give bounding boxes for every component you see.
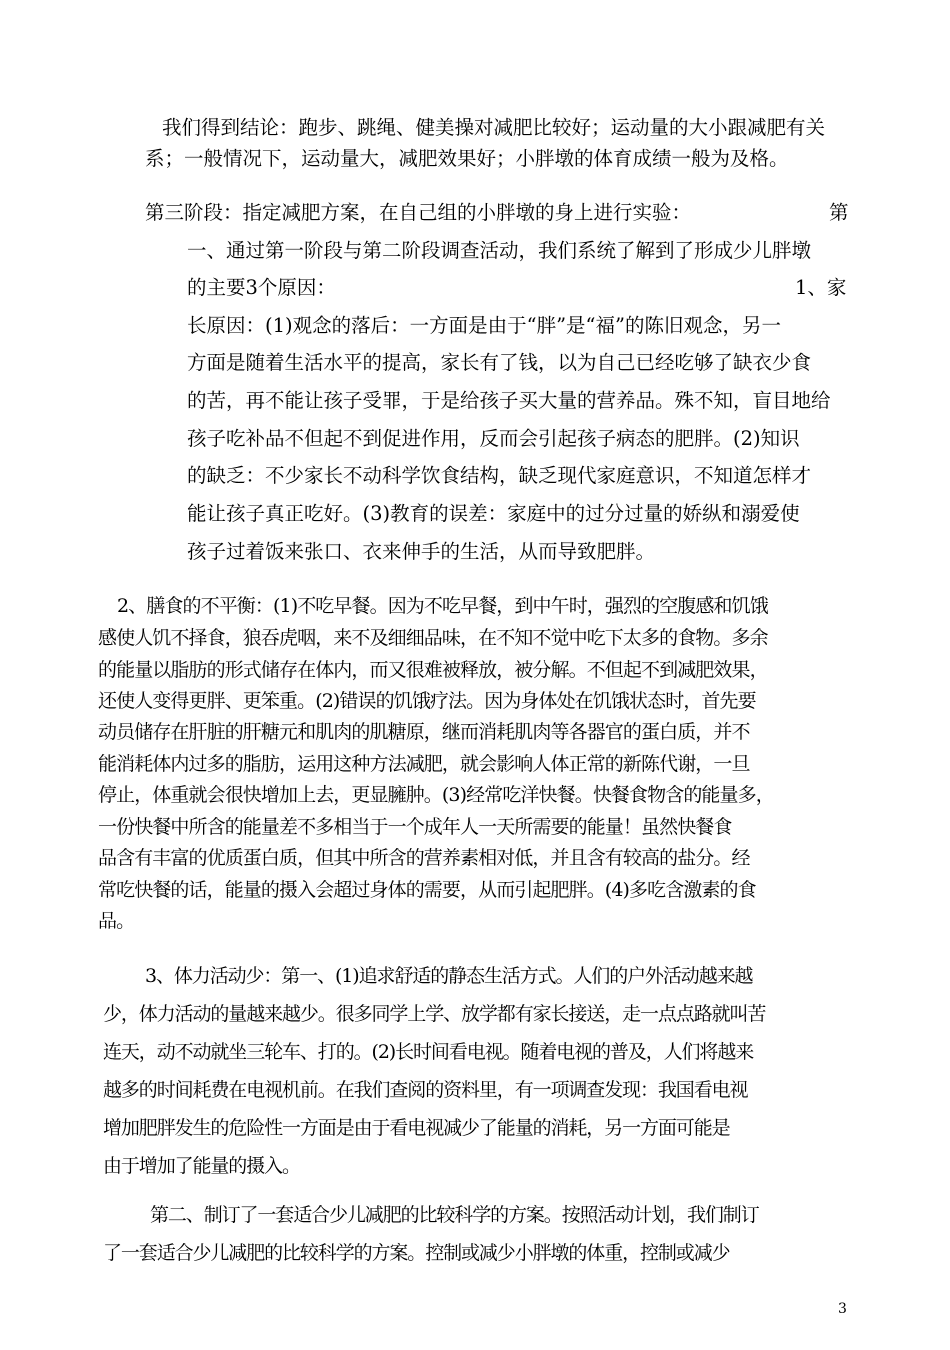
text-line: 品含有丰富的优质蛋白质，但其中所含的营养素相对低，并且含有较高的盐分。经 [98,847,750,869]
text-line: 第三阶段：指定减肥方案，在自己组的小胖墩的身上进行实验： [145,201,692,224]
text-line: 方面是随着生活水平的提高，家长有了钱，以为自己已经吃够了缺衣少食 [187,351,812,374]
text-line: 的缺乏：不少家长不动科学饮食结构，缺乏现代家庭意识，不知道怎样才 [187,464,812,487]
text-line: 停止，体重就会很快增加上去，更显臃肿。(3)经常吃洋快餐。快餐食物含的能量多， [98,784,774,806]
text-line: 越多的时间耗费在电视机前。在我们查阅的资料里，有一项调查发现：我国看电视 [103,1079,748,1101]
text-line: 的苦，再不能让孩子受罪，于是给孩子买大量的营养品。殊不知，盲目地给 [187,389,831,412]
text-line: 长原因：(1)观念的落后：一方面是由于“胖”是“福”的陈旧观念，另一 [187,314,781,337]
text-line: 品。 [98,910,135,932]
text-line: 1、家 [795,276,847,299]
text-line: 第二、制订了一套适合少儿减肥的比较科学的方案。按照活动计划，我们制订 [150,1204,759,1226]
text-line: 能让孩子真正吃好。(3)教育的误差：家庭中的过分过量的娇纵和溺爱使 [187,502,800,525]
text-line: 的主要3个原因： [187,276,336,299]
text-line: 3、体力活动少：第一、(1)追求舒适的静态生活方式。人们的户外活动越来越 [145,965,753,987]
text-line: 孩子过着饭来张口、衣来伸手的生活，从而导致肥胖。 [187,540,656,563]
text-line: 连天，动不动就坐三轮车、打的。(2)长时间看电视。随着电视的普及，人们将越来 [103,1041,754,1063]
text-line: 孩子吃补品不但起不到促进作用，反而会引起孩子病态的肥胖。(2)知识 [187,427,800,450]
text-line: 了一套适合少儿减肥的比较科学的方案。控制或减少小胖墩的体重，控制或减少 [103,1242,730,1264]
text-line: 系；一般情况下，运动量大，减肥效果好；小胖墩的体育成绩一般为及格。 [145,147,789,170]
text-line: 常吃快餐的话，能量的摄入会超过身体的需要，从而引起肥胖。(4)多吃含激素的食 [98,879,756,901]
text-line: 能消耗体内过多的脂肪，运用这种方法减肥，就会影响人体正常的新陈代谢，一旦 [98,753,750,775]
text-line: 少，体力活动的量越来越少。很多同学上学、放学都有家长接送，走一点点路就叫苦 [103,1003,766,1025]
text-line: 由于增加了能量的摄入。 [103,1155,300,1177]
page-number: 3 [838,1301,847,1317]
text-line: 我们得到结论：跑步、跳绳、健美操对减肥比较好；运动量的大小跟减肥有关 [162,116,826,139]
text-line: 的能量以脂肪的形式储存在体内，而又很难被释放，被分解。不但起不到减肥效果， [98,659,768,681]
text-line: 第 [829,201,849,224]
text-line: 动员储存在肝脏的肝糖元和肌肉的肌糖原，继而消耗肌肉等各器官的蛋白质，并不 [98,721,750,743]
text-line: 感使人饥不择食，狼吞虎咽，来不及细细品味，在不知不觉中吃下太多的食物。多余 [98,627,768,649]
text-line: 一份快餐中所含的能量差不多相当于一个成年人一天所需要的能量！虽然快餐食 [98,816,732,838]
text-line: 增加肥胖发生的危险性一方面是由于看电视减少了能量的消耗，另一方面可能是 [103,1117,730,1139]
text-line: 2、膳食的不平衡：(1)不吃早餐。因为不吃早餐，到中午时，强烈的空腹感和饥饿 [117,595,768,617]
text-line: 一、通过第一阶段与第二阶段调查活动，我们系统了解到了形成少儿胖墩 [187,239,812,262]
text-line: 还使人变得更胖、更笨重。(2)错误的饥饿疗法。因为身体处在饥饿状态时，首先要 [98,690,756,712]
